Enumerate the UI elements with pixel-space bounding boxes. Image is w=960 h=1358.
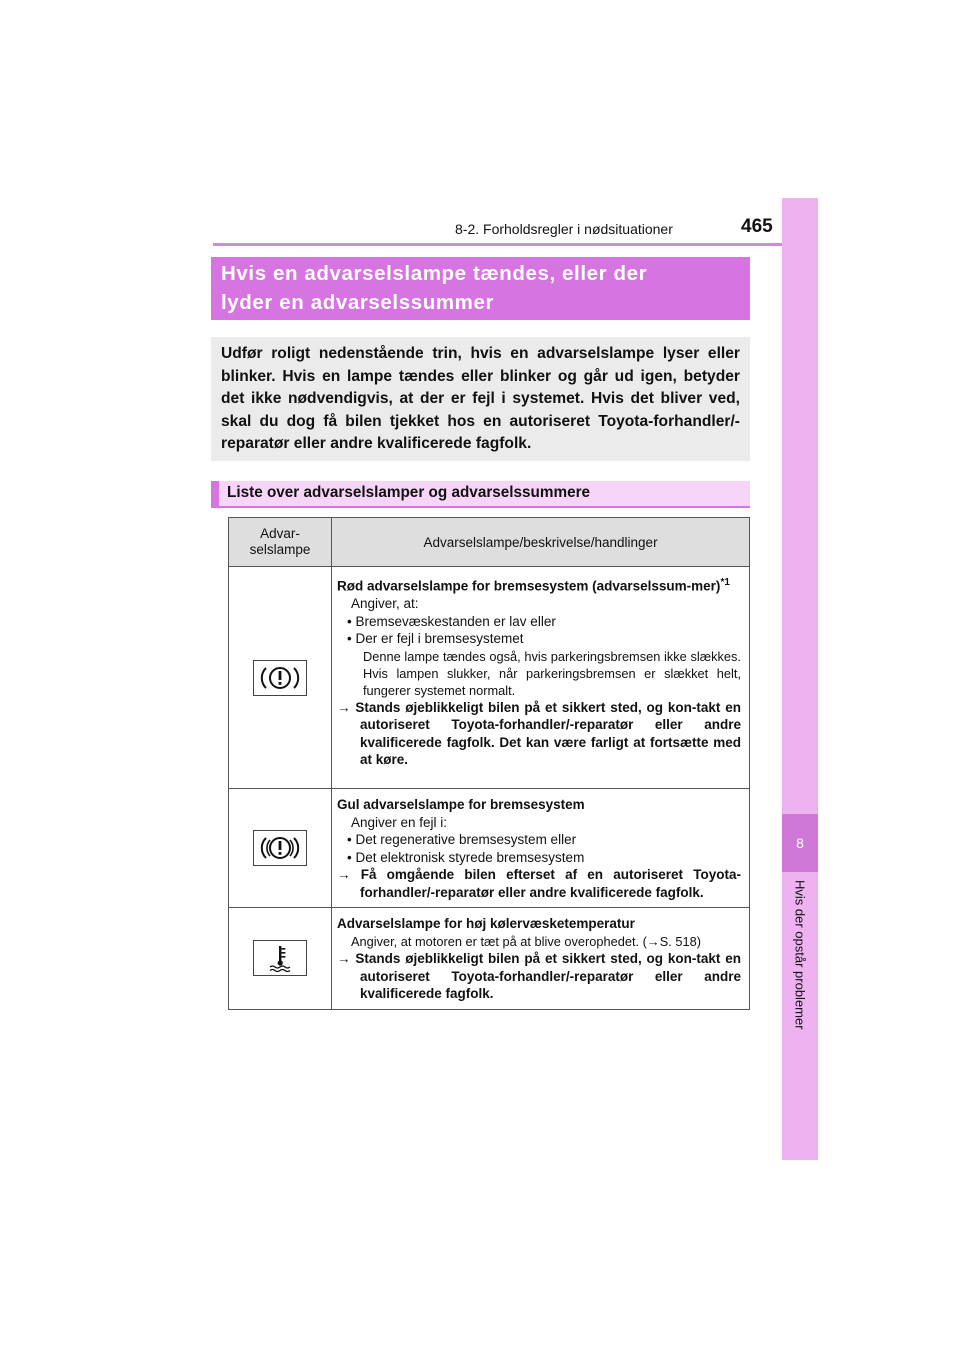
chapter-label: Hvis der opstår problemer — [792, 880, 808, 1030]
intro-paragraph: Udfør roligt nedenstående trin, hvis en advarselslampe lyser eller blinker. Hvis en lampe tændes eller blinker og går ud igen, betyder det ikke nødvendigvis, at der er fejl i systemet. Hvis det bliver ved, skal du dog få bilen tjekket hos en autoriseret Toyota-forhandler/-reparatør eller andre kvalificerede fagfolk. — [211, 337, 750, 461]
lamp-bullet: • Der er fejl i bremsesystemet — [347, 631, 524, 646]
lamp-icon-cell — [229, 908, 332, 1010]
lamp-description — [332, 789, 750, 908]
column-header-description: Advarselslampe/beskrivelse/handlinger — [332, 518, 750, 567]
lamp-bullet: • Det elektronisk styrede bremsesystem — [347, 849, 585, 865]
lamp-icon-cell — [229, 789, 332, 908]
lamp-intro: Angiver, at: — [351, 596, 419, 611]
warning-lamp-table — [228, 517, 750, 1010]
lamp-bullet: • Bremsevæskestanden er lav eller — [347, 613, 556, 629]
coolant-temperature-icon — [253, 940, 307, 976]
lamp-action: → Stands øjeblikkeligt bilen på et sikkert sted, og kon-takt en autoriseret Toyota-forhandler/-reparatør eller andre kvalificerede fagfolk. — [337, 951, 741, 1001]
table-row — [229, 908, 750, 1010]
lamp-intro: Angiver, at motoren er tæt på at blive overophedet. (→S. 518) — [351, 933, 701, 949]
table-row — [229, 567, 750, 789]
subheading: Liste over advarselslamper og advarselssummere — [211, 481, 750, 507]
lamp-action: → Stands øjeblikkeligt bilen på et sikkert sted, og kon-takt en autoriseret Toyota-forhandler/-reparatør eller andre kvalificerede fagfolk. Det kan være farligt at fortsætte med at køre. — [337, 699, 741, 767]
lamp-title: Advarselslampe for høj kølervæsketemperatur — [337, 916, 635, 931]
heading-line-1: Hvis en advarselslampe tændes, eller der — [221, 262, 648, 285]
lamp-title: Rød advarselslampe for bremsesystem (advarselssum-mer)$^{*1}$ — [337, 577, 730, 594]
lamp-description — [332, 908, 750, 1010]
brake-system-amber-warning-icon — [253, 830, 307, 866]
lamp-title: Gul advarselslampe for bremsesystem — [337, 797, 585, 812]
header-rule — [213, 243, 818, 246]
subheading-rule — [211, 506, 750, 508]
page-number: 465 — [741, 216, 773, 237]
lamp-intro: Angiver en fejl i: — [351, 814, 448, 830]
table-header-row — [229, 518, 750, 567]
lamp-description — [332, 567, 750, 789]
lamp-bullet: • Det regenerative bremsesystem eller — [347, 832, 577, 847]
lamp-note: Denne lampe tændes også, hvis parkeringsbremsen ikke slækkes. Hvis lampen slukker, når parkeringsbremsen er slækket helt, fungerer systemet normalt. — [363, 648, 741, 698]
lamp-icon-cell — [229, 567, 332, 789]
column-header-lamp: Advar- selslampe — [229, 518, 332, 567]
brake-system-warning-icon — [253, 660, 307, 696]
lamp-action: → Få omgående bilen efterset af en autoriseret Toyota-forhandler/-reparatør eller andre kvalificerede fagfolk. — [337, 867, 741, 900]
heading-line-2: lyder en advarselssummer — [221, 291, 495, 314]
section-heading — [211, 257, 750, 320]
table-row — [229, 789, 750, 908]
section-title: 8-2. Forholdsregler i nødsituationer — [455, 221, 673, 237]
chapter-number-tab[interactable]: 8 — [782, 814, 818, 872]
